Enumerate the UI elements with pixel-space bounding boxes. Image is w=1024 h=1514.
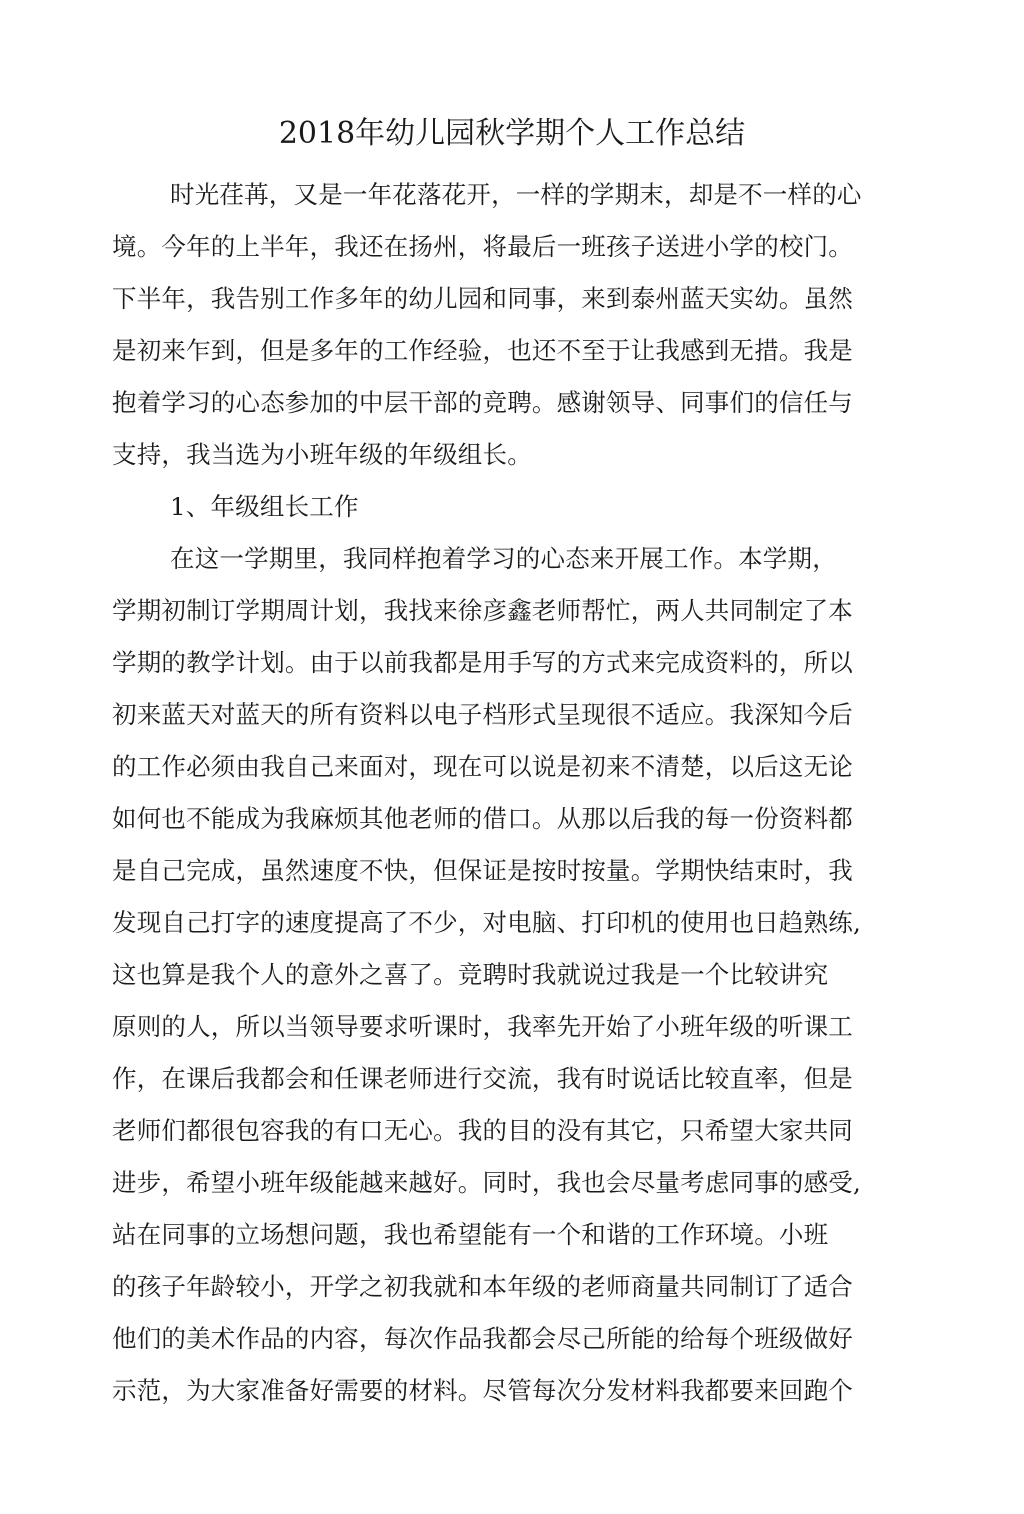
paragraph-line-17: 原则的人，所以当领导要求听课时，我率先开始了小班年级的听课工: [112, 1012, 853, 1041]
paragraph-line-9: 学期初制订学期周计划，我找来徐彦鑫老师帮忙，两人共同制定了本: [112, 596, 853, 625]
paragraph-line-21: 站在同事的立场想问题，我也希望能有一个和谐的工作环境。小班: [112, 1220, 829, 1249]
paragraph-line-8: 在这一学期里，我同样抱着学习的心态来开展工作。本学期，: [170, 544, 837, 573]
paragraph-line-10: 学期的教学计划。由于以前我都是用手写的方式来完成资料的，所以: [112, 648, 853, 677]
paragraph-line-6: 支持，我当选为小班年级的年级组长。: [112, 440, 532, 469]
paragraph-line-15: 发现自己打字的速度提高了不少，对电脑、打印机的使用也日趋熟练,: [112, 908, 861, 937]
paragraph-line-19: 老师们都很包容我的有口无心。我的目的没有其它，只希望大家共同: [112, 1116, 853, 1145]
paragraph-line-2: 境。今年的上半年，我还在扬州，将最后一班孩子送进小学的校门。: [112, 232, 853, 261]
paragraph-line-11: 初来蓝天对蓝天的所有资料以电子档形式呈现很不适应。我深知今后: [112, 700, 853, 729]
paragraph-line-5: 抱着学习的心态参加的中层干部的竞聘。感谢领导、同事们的信任与: [112, 388, 853, 417]
paragraph-line-24: 示范，为大家准备好需要的材料。尽管每次分发材料我都要来回跑个: [112, 1376, 853, 1405]
paragraph-line-16: 这也算是我个人的意外之喜了。竞聘时我就说过我是一个比较讲究: [112, 960, 829, 989]
paragraph-line-23: 他们的美术作品的内容，每次作品我都会尽己所能的给每个班级做好: [112, 1324, 853, 1353]
paragraph-line-12: 的工作必须由我自己来面对，现在可以说是初来不清楚，以后这无论: [112, 752, 853, 781]
section-heading: 1、年级组长工作: [170, 492, 359, 521]
paragraph-line-20: 进步，希望小班年级能越来越好。同时，我也会尽量考虑同事的感受,: [112, 1168, 861, 1197]
paragraph-line-18: 作，在课后我都会和任课老师进行交流，我有时说话比较直率，但是: [112, 1064, 853, 1093]
paragraph-line-3: 下半年，我告别工作多年的幼儿园和同事，来到泰州蓝天实幼。虽然: [112, 284, 853, 313]
document-title: 2018年幼儿园秋学期个人工作总结: [278, 116, 746, 151]
paragraph-line-1: 时光荏苒，又是一年花落花开，一样的学期末，却是不一样的心: [170, 180, 862, 209]
paragraph-line-22: 的孩子年龄较小，开学之初我就和本年级的老师商量共同制订了适合: [112, 1272, 853, 1301]
paragraph-line-4: 是初来乍到，但是多年的工作经验，也还不至于让我感到无措。我是: [112, 336, 853, 365]
paragraph-line-13: 如何也不能成为我麻烦其他老师的借口。从那以后我的每一份资料都: [112, 804, 853, 833]
paragraph-line-14: 是自己完成，虽然速度不快，但保证是按时按量。学期快结束时，我: [112, 856, 853, 885]
